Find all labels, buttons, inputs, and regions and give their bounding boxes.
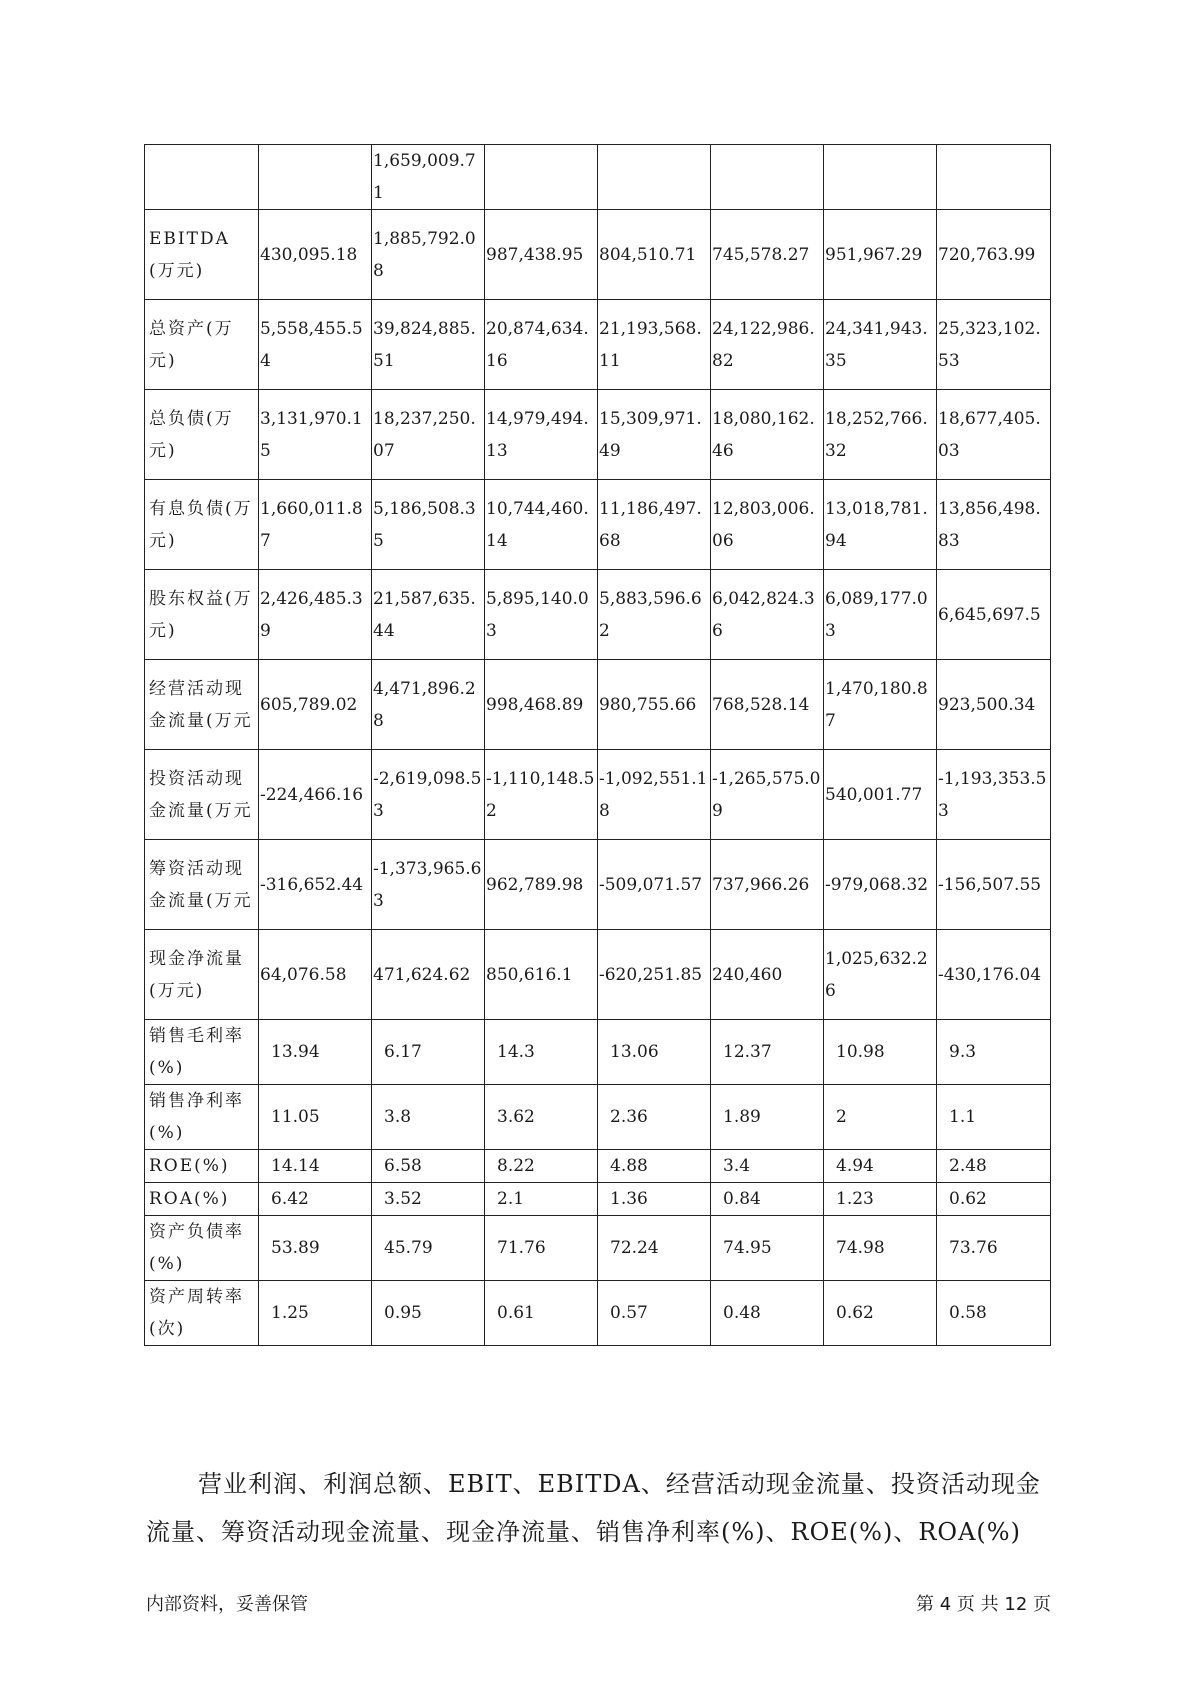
table-cell: 5,558,455.54 xyxy=(259,300,372,390)
table-cell: 0.61 xyxy=(485,1281,598,1346)
table-row xyxy=(145,390,1051,480)
table-cell: -1,110,148.52 xyxy=(485,750,598,840)
table-cell: 13.06 xyxy=(598,1020,711,1085)
table-cell: 745,578.27 xyxy=(711,210,824,300)
row-label: 有息负债(万元) xyxy=(145,480,259,570)
table-cell: 21,587,635.44 xyxy=(372,570,485,660)
row-label: 资产负债率(%) xyxy=(145,1216,259,1281)
table-row xyxy=(145,930,1051,1020)
table-cell: 53.89 xyxy=(259,1216,372,1281)
table-cell: 1.25 xyxy=(259,1281,372,1346)
table-cell: 71.76 xyxy=(485,1216,598,1281)
table-cell: 2,426,485.39 xyxy=(259,570,372,660)
footer-page-number: 第 4 页 共 12 页 xyxy=(916,1594,1051,1615)
table-row xyxy=(145,300,1051,390)
row-label: 总负债(万元) xyxy=(145,390,259,480)
table-cell: 6,645,697.5 xyxy=(937,570,1051,660)
table-cell: 8.22 xyxy=(485,1150,598,1183)
table-cell: 21,193,568.11 xyxy=(598,300,711,390)
table-cell: 1.89 xyxy=(711,1085,824,1150)
table-cell: -316,652.44 xyxy=(259,840,372,930)
table-cell: 74.98 xyxy=(824,1216,937,1281)
table-cell: 540,001.77 xyxy=(824,750,937,840)
table-cell: 3.52 xyxy=(372,1183,485,1216)
table-cell: 6,089,177.03 xyxy=(824,570,937,660)
table-cell: 430,095.18 xyxy=(259,210,372,300)
table-body xyxy=(145,145,1051,1346)
table-cell: 3.4 xyxy=(711,1150,824,1183)
row-label: 资产周转率(次) xyxy=(145,1281,259,1346)
table-cell: 1.23 xyxy=(824,1183,937,1216)
row-label: 总资产(万元) xyxy=(145,300,259,390)
table-cell: 73.76 xyxy=(937,1216,1051,1281)
table-cell: 1,659,009.71 xyxy=(372,145,485,210)
table-cell: 20,874,634.16 xyxy=(485,300,598,390)
table-cell: 768,528.14 xyxy=(711,660,824,750)
table-cell: 2.48 xyxy=(937,1150,1051,1183)
table-cell: 13.94 xyxy=(259,1020,372,1085)
table-cell: 240,460 xyxy=(711,930,824,1020)
table-cell: -979,068.32 xyxy=(824,840,937,930)
table-cell: 0.62 xyxy=(824,1281,937,1346)
table-cell: -1,265,575.09 xyxy=(711,750,824,840)
row-label: ROA(%) xyxy=(145,1183,259,1216)
table-cell xyxy=(824,145,937,210)
table-cell: 12,803,006.06 xyxy=(711,480,824,570)
table-cell: 11,186,497.68 xyxy=(598,480,711,570)
table-cell: 2.1 xyxy=(485,1183,598,1216)
table-cell: 3.8 xyxy=(372,1085,485,1150)
table-cell: 72.24 xyxy=(598,1216,711,1281)
table-cell: 1.36 xyxy=(598,1183,711,1216)
table-cell: -156,507.55 xyxy=(937,840,1051,930)
table-cell: 1,660,011.87 xyxy=(259,480,372,570)
table-cell: 3,131,970.15 xyxy=(259,390,372,480)
table-cell: 6.17 xyxy=(372,1020,485,1085)
financial-data-table xyxy=(144,144,1051,1346)
table-cell: 10.98 xyxy=(824,1020,937,1085)
table-row xyxy=(145,145,1051,210)
table-cell: 39,824,885.51 xyxy=(372,300,485,390)
table-cell: 24,122,986.82 xyxy=(711,300,824,390)
row-label: 经营活动现金流量(万元 xyxy=(145,660,259,750)
table-cell: 0.48 xyxy=(711,1281,824,1346)
table-cell: 18,677,405.03 xyxy=(937,390,1051,480)
table-cell xyxy=(711,145,824,210)
table-cell: 2.36 xyxy=(598,1085,711,1150)
table-cell: 6.42 xyxy=(259,1183,372,1216)
table-cell: 12.37 xyxy=(711,1020,824,1085)
table-row xyxy=(145,1020,1051,1085)
row-label: EBITDA(万元) xyxy=(145,210,259,300)
table-cell: 45.79 xyxy=(372,1216,485,1281)
table-cell: 24,341,943.35 xyxy=(824,300,937,390)
row-label: 股东权益(万元) xyxy=(145,570,259,660)
table-cell: 64,076.58 xyxy=(259,930,372,1020)
table-cell: 14.3 xyxy=(485,1020,598,1085)
table-cell: 980,755.66 xyxy=(598,660,711,750)
table-cell: 1.1 xyxy=(937,1085,1051,1150)
table-cell: -2,619,098.53 xyxy=(372,750,485,840)
table-cell: 962,789.98 xyxy=(485,840,598,930)
table-row xyxy=(145,480,1051,570)
table-cell: 804,510.71 xyxy=(598,210,711,300)
table-row xyxy=(145,750,1051,840)
row-label: ROE(%) xyxy=(145,1150,259,1183)
table-cell: 11.05 xyxy=(259,1085,372,1150)
table-cell: 951,967.29 xyxy=(824,210,937,300)
table-row xyxy=(145,1281,1051,1346)
table-cell: 14,979,494.13 xyxy=(485,390,598,480)
table-cell: 18,237,250.07 xyxy=(372,390,485,480)
table-cell: 0.84 xyxy=(711,1183,824,1216)
table-cell: 1,025,632.26 xyxy=(824,930,937,1020)
table-cell: 3.62 xyxy=(485,1085,598,1150)
table-cell: 850,616.1 xyxy=(485,930,598,1020)
table-cell: 25,323,102.53 xyxy=(937,300,1051,390)
table-cell: -224,466.16 xyxy=(259,750,372,840)
table-cell: 4.94 xyxy=(824,1150,937,1183)
table-row xyxy=(145,840,1051,930)
body-paragraph: 营业利润、利润总额、EBIT、EBITDA、经营活动现金流量、投资活动现金流量、筹资活动现金流量、现金净流量、销售净利率(%)、ROE(%)、ROA(%) xyxy=(146,1470,1041,1546)
table-cell: 5,186,508.35 xyxy=(372,480,485,570)
table-cell: 1,470,180.87 xyxy=(824,660,937,750)
table-row xyxy=(145,1150,1051,1183)
table-cell: 18,080,162.46 xyxy=(711,390,824,480)
table-row xyxy=(145,1085,1051,1150)
table-cell: 0.58 xyxy=(937,1281,1051,1346)
table-cell: -430,176.04 xyxy=(937,930,1051,1020)
table-cell: 720,763.99 xyxy=(937,210,1051,300)
table-cell xyxy=(598,145,711,210)
footer-confidential-note: 内部资料，妥善保管 xyxy=(146,1594,308,1615)
table-cell: 605,789.02 xyxy=(259,660,372,750)
table-cell: 4.88 xyxy=(598,1150,711,1183)
table-row xyxy=(145,660,1051,750)
table-cell: 2 xyxy=(824,1085,937,1150)
table-cell: 471,624.62 xyxy=(372,930,485,1020)
row-label: 现金净流量(万元) xyxy=(145,930,259,1020)
table-cell: 74.95 xyxy=(711,1216,824,1281)
table-cell: 0.62 xyxy=(937,1183,1051,1216)
row-label: 筹资活动现金流量(万元 xyxy=(145,840,259,930)
table-cell: 9.3 xyxy=(937,1020,1051,1085)
row-label: 销售毛利率(%) xyxy=(145,1020,259,1085)
table-cell: 737,966.26 xyxy=(711,840,824,930)
row-label: 投资活动现金流量(万元 xyxy=(145,750,259,840)
table-cell: -1,373,965.63 xyxy=(372,840,485,930)
table-cell: 0.95 xyxy=(372,1281,485,1346)
table-cell xyxy=(937,145,1051,210)
table-row xyxy=(145,1216,1051,1281)
table-cell: 6,042,824.36 xyxy=(711,570,824,660)
row-label xyxy=(145,145,259,210)
table-cell: 998,468.89 xyxy=(485,660,598,750)
table-cell: 13,856,498.83 xyxy=(937,480,1051,570)
table-row xyxy=(145,570,1051,660)
table-cell: 13,018,781.94 xyxy=(824,480,937,570)
table-cell: 987,438.95 xyxy=(485,210,598,300)
table-row xyxy=(145,210,1051,300)
table-cell: 10,744,460.14 xyxy=(485,480,598,570)
table-row xyxy=(145,1183,1051,1216)
table-cell: 923,500.34 xyxy=(937,660,1051,750)
table-cell: 5,895,140.03 xyxy=(485,570,598,660)
table-cell: 0.57 xyxy=(598,1281,711,1346)
table-cell xyxy=(485,145,598,210)
table-cell: 18,252,766.32 xyxy=(824,390,937,480)
table-cell xyxy=(259,145,372,210)
table-cell: -1,092,551.18 xyxy=(598,750,711,840)
table-cell: -509,071.57 xyxy=(598,840,711,930)
table-cell: 14.14 xyxy=(259,1150,372,1183)
table-cell: 4,471,896.28 xyxy=(372,660,485,750)
table-cell: 5,883,596.62 xyxy=(598,570,711,660)
row-label: 销售净利率(%) xyxy=(145,1085,259,1150)
table-cell: 1,885,792.08 xyxy=(372,210,485,300)
table-cell: 15,309,971.49 xyxy=(598,390,711,480)
table-cell: -620,251.85 xyxy=(598,930,711,1020)
table-cell: 6.58 xyxy=(372,1150,485,1183)
table-cell: -1,193,353.53 xyxy=(937,750,1051,840)
